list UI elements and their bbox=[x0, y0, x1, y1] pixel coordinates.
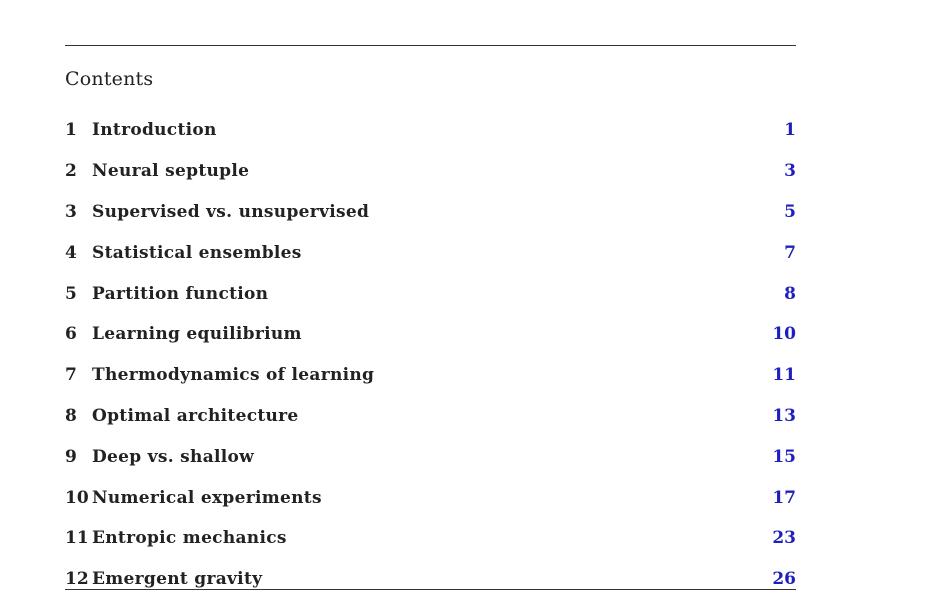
entry-number: 11 bbox=[65, 528, 89, 549]
contents-heading: Contents bbox=[65, 68, 154, 90]
entry-number: 4 bbox=[65, 242, 77, 263]
entry-title[interactable]: Entropic mechanics bbox=[92, 528, 287, 549]
entry-page-link[interactable]: 26 bbox=[772, 569, 796, 590]
entry-number: 9 bbox=[65, 446, 77, 467]
entry-page-link[interactable]: 11 bbox=[772, 365, 796, 386]
toc-list bbox=[65, 110, 796, 600]
entry-number: 10 bbox=[65, 487, 89, 508]
entry-page-link[interactable]: 3 bbox=[784, 161, 796, 182]
entry-page-link[interactable]: 1 bbox=[784, 120, 796, 141]
entry-title[interactable]: Supervised vs. unsupervised bbox=[92, 201, 370, 222]
entry-page-link[interactable]: 15 bbox=[772, 446, 796, 467]
entry-page-link[interactable]: 13 bbox=[772, 405, 796, 426]
entry-page-link[interactable]: 7 bbox=[784, 242, 796, 263]
toc-entry[interactable] bbox=[65, 396, 796, 437]
entry-number: 5 bbox=[65, 283, 77, 304]
entry-title[interactable]: Introduction bbox=[92, 120, 217, 141]
entry-page-link[interactable]: 17 bbox=[772, 487, 796, 508]
entry-title[interactable]: Emergent gravity bbox=[92, 569, 263, 590]
toc-entry[interactable] bbox=[65, 273, 796, 314]
entry-number: 7 bbox=[65, 365, 77, 386]
entry-number: 12 bbox=[65, 569, 89, 590]
toc-entry[interactable] bbox=[65, 151, 796, 192]
entry-title[interactable]: Statistical ensembles bbox=[92, 242, 302, 263]
entry-title[interactable]: Learning equilibrium bbox=[92, 324, 302, 345]
toc-entry[interactable] bbox=[65, 436, 796, 477]
toc-entry[interactable] bbox=[65, 110, 796, 151]
toc-entry[interactable] bbox=[65, 518, 796, 559]
toc-entry[interactable] bbox=[65, 559, 796, 600]
entry-title[interactable]: Deep vs. shallow bbox=[92, 446, 255, 467]
entry-page-link[interactable]: 23 bbox=[772, 528, 796, 549]
entry-title[interactable]: Neural septuple bbox=[92, 161, 250, 182]
entry-number: 1 bbox=[65, 120, 77, 141]
entry-title[interactable]: Partition function bbox=[92, 283, 269, 304]
entry-number: 6 bbox=[65, 324, 77, 345]
entry-page-link[interactable]: 8 bbox=[784, 283, 796, 304]
top-rule bbox=[65, 45, 796, 46]
entry-page-link[interactable]: 10 bbox=[772, 324, 796, 345]
entry-page-link[interactable]: 5 bbox=[784, 201, 796, 222]
entry-title[interactable]: Optimal architecture bbox=[92, 405, 299, 426]
toc-entry[interactable] bbox=[65, 192, 796, 233]
toc-entry[interactable] bbox=[65, 314, 796, 355]
toc-entry[interactable] bbox=[65, 232, 796, 273]
entry-title[interactable]: Thermodynamics of learning bbox=[92, 365, 375, 386]
entry-title[interactable]: Numerical experiments bbox=[92, 487, 322, 508]
toc-entry[interactable] bbox=[65, 355, 796, 396]
toc-entry[interactable] bbox=[65, 477, 796, 518]
bottom-rule bbox=[65, 589, 796, 590]
entry-number: 3 bbox=[65, 201, 77, 222]
entry-number: 8 bbox=[65, 405, 77, 426]
entry-number: 2 bbox=[65, 161, 77, 182]
